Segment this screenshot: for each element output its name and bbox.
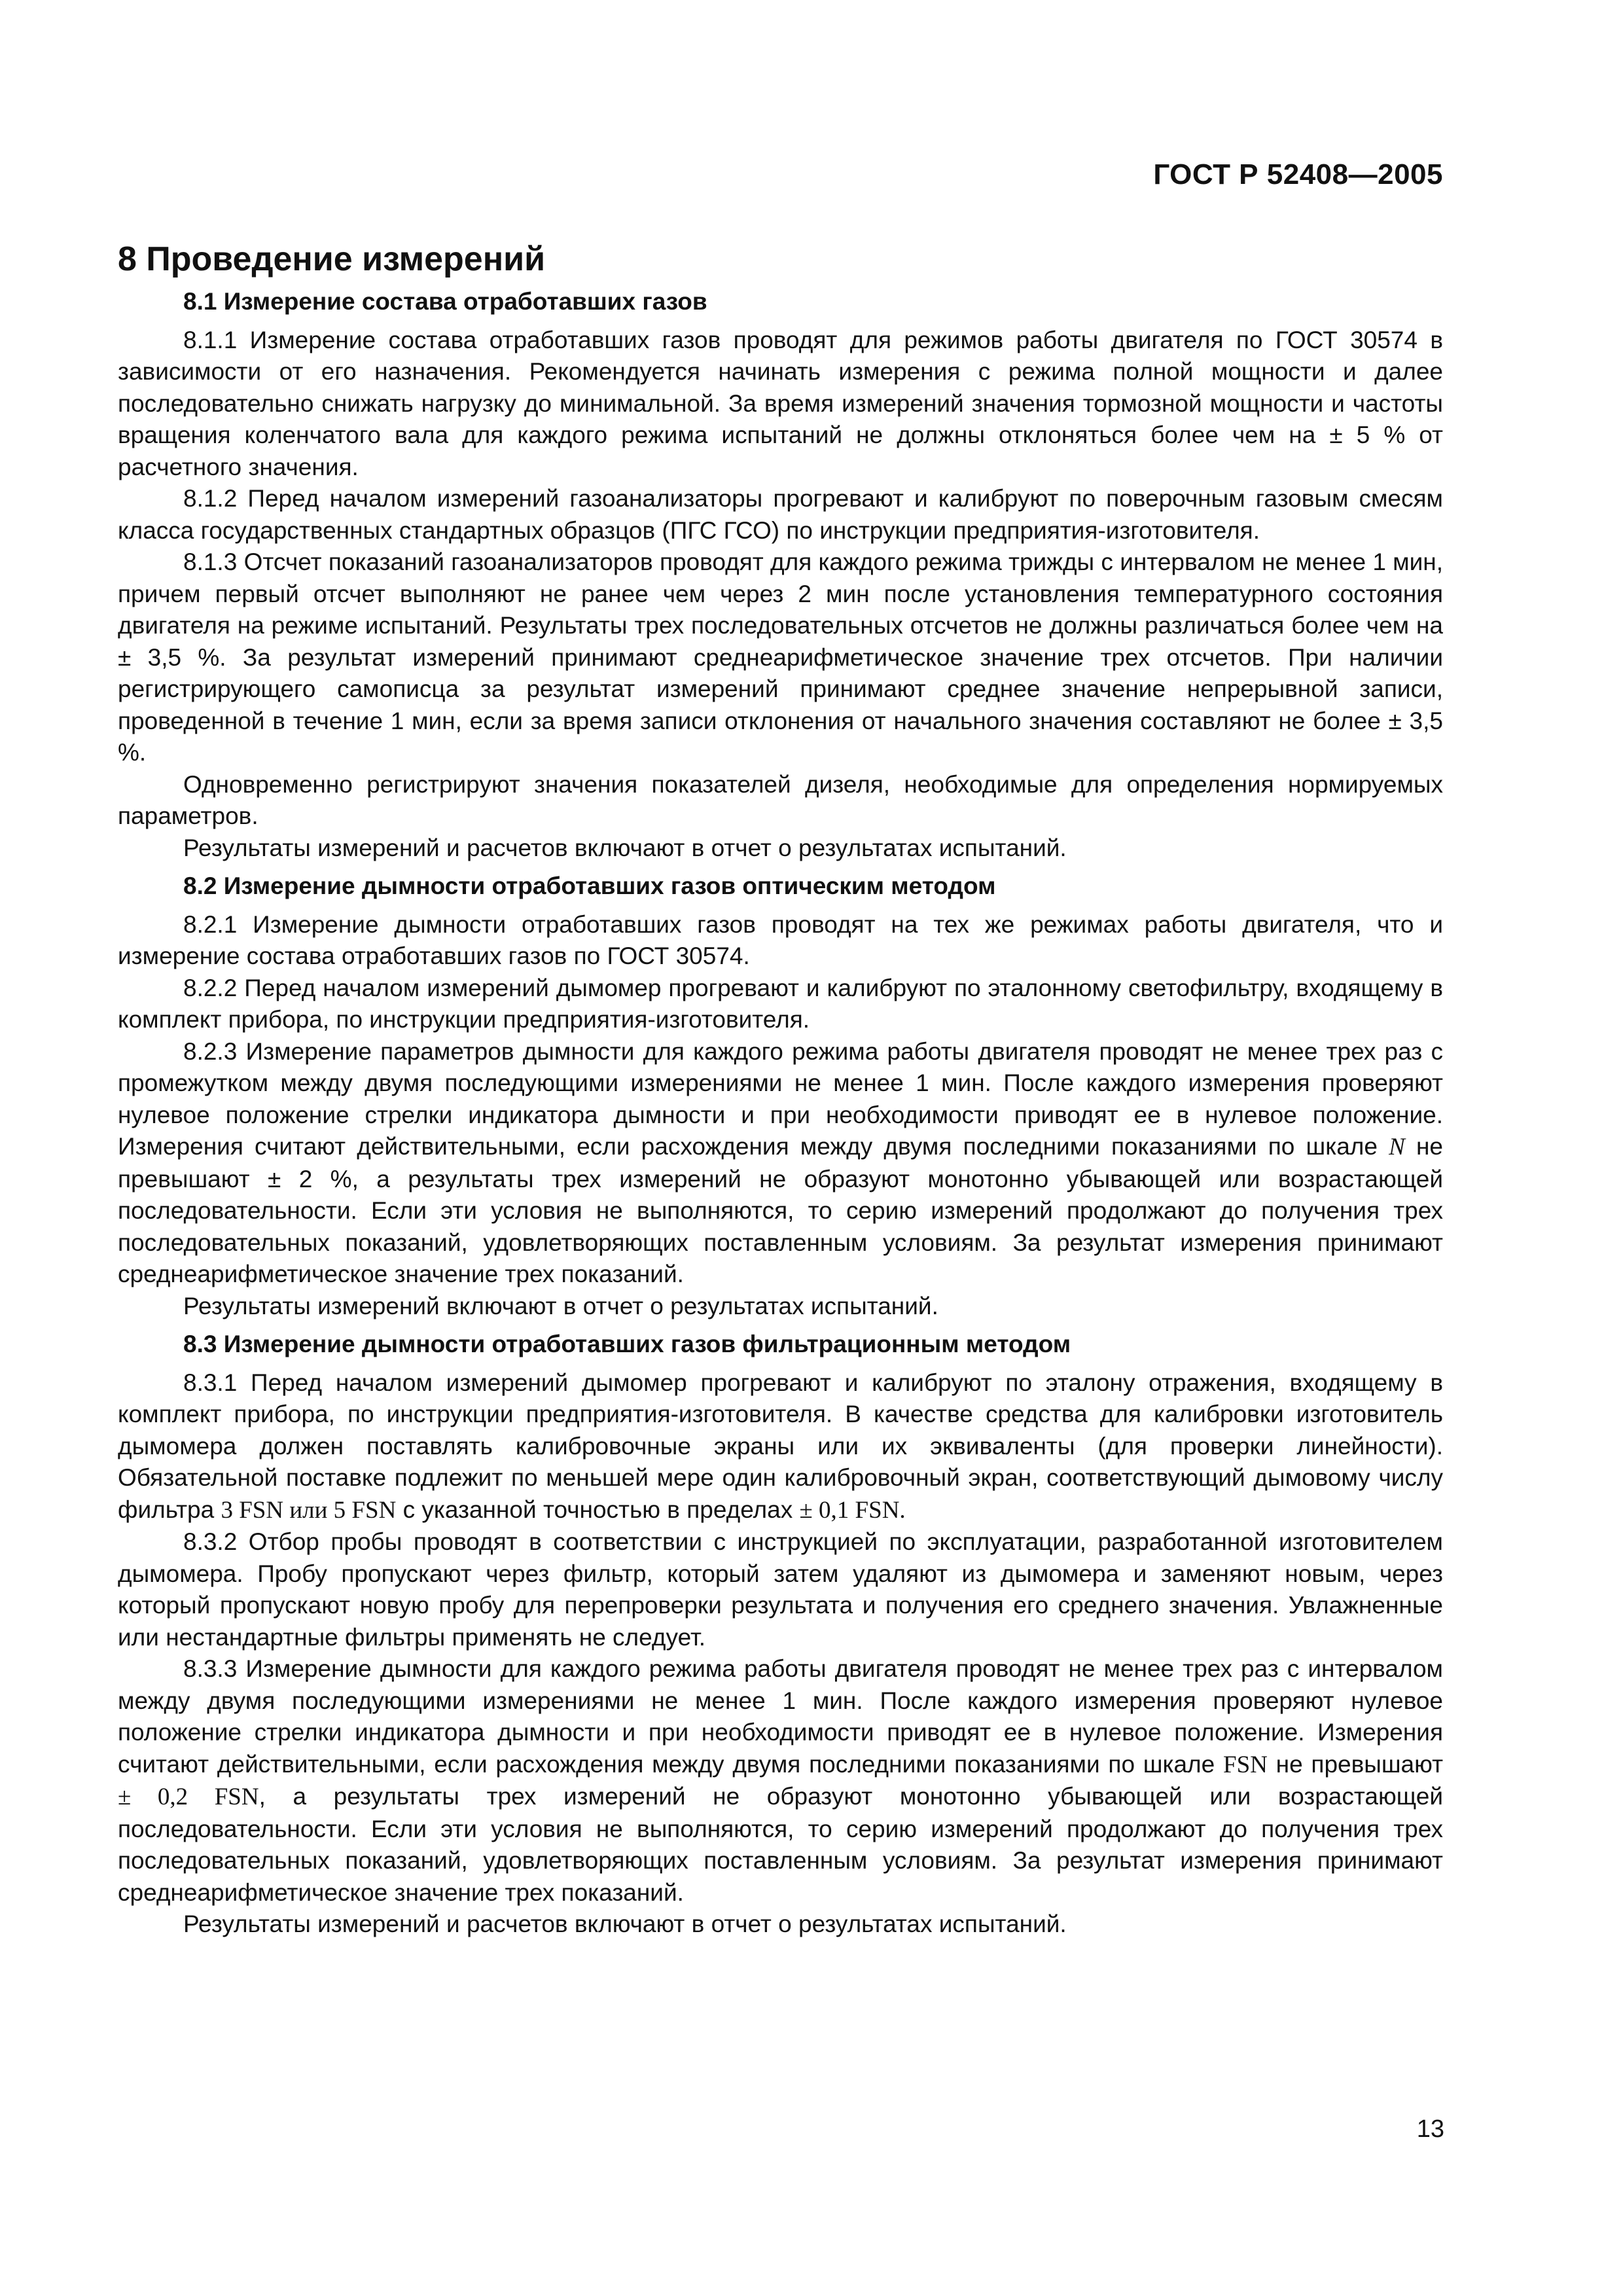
paragraph-8-3-3-part3: , а результаты трех измерений не образуют монотонно убывающей или возрастающей последовательности. Если эти условия не выполняются, то серию измерений продолжают до получения трех последовательных показаний, удовлетворяющих поставленным условиям. За результат измерения принимают среднеарифметическое значение трех показаний.: [118, 1783, 1443, 1906]
paragraph-8-1-3: 8.1.3 Отсчет показаний газоанализаторов проводят для каждого режима трижды с интервалом не менее 1 мин, причем первый отсчет выполняют не ранее чем через 2 мин после установления температурного состояния двигателя на режиме испытаний. Результаты трех последовательных отсчетов не должны различаться более чем на ± 3,5 %. За результат измерений принимают среднеарифметическое значение трех отсчетов. При наличии регистрирующего самописца за результат измерений принимают среднее значение непрерывной записи, проведенной в течение 1 мин, если за время записи отклонения от начального значения составляют не более ± 3,5 %.: [118, 548, 1443, 766]
paragraph-8-2-3-part2: не превышают ± 2 %, а результаты трех измерений не образуют монотонно убывающей или возрастающей последовательности. Если эти условия не выполняются, то серию измерений продолжают до получения трех последовательных показаний, удовлетворяющих поставленным условиям. За результат измерения принимают среднеарифметическое значение трех показаний.: [118, 1133, 1443, 1288]
paragraph-8-3-closing: Результаты измерений и расчетов включают в отчет о результатах испытаний.: [183, 1910, 1067, 1938]
paragraph-8-2-3: [118, 1036, 1443, 1291]
paragraph-8-3-3-part1: 8.3.3 Измерение дымности для каждого режима работы двигателя проводят не менее трех раз с интервалом между двумя последующими измерениями не менее 1 мин. После каждого измерения проверяют нулевое положение стрелки индикатора дымности и при необходимости приводят ее в нулевое положение. Измерения считают действительными, если расхождения между двумя последними показаниями по шкале: [118, 1655, 1443, 1778]
paragraph-8-3-2: 8.3.2 Отбор пробы проводят в соответствии с инструкцией по эксплуатации, разработанной изготовителем дымомера. Пробу пропускают через фильтр, который затем удаляют из дымомера и заменяют новым, через который пропускают новую пробу для перепроверки результата и получения его среднего значения. Увлажненные или нестандартные фильтры применять не следует.: [118, 1528, 1443, 1651]
paragraph-8-3-1: [118, 1367, 1443, 1527]
paragraph-8-2-closing: Результаты измерений включают в отчет о результатах испытаний.: [183, 1292, 938, 1319]
subsection-title-8-1: 8.1 Измерение состава отработавших газов: [183, 288, 707, 315]
subsection-title-8-2: 8.2 Измерение дымности отработавших газов оптическим методом: [183, 872, 996, 900]
paragraph-8-1-1: 8.1.1 Измерение состава отработавших газов проводят для режимов работы двигателя по ГОСТ 30574 в зависимости от его назначения. Рекомендуется начинать измерения с режима полной мощности и далее последовательно снижать нагрузку до минимальной. За время измерений значения тормозной мощности и частоты вращения коленчатого вала для каждого режима испытаний не должны отклоняться более чем на ± 5 % от расчетного значения.: [118, 326, 1443, 480]
paragraph-8-3-1-text: 8.3.1 Перед началом измерений дымомер прогревают и калибруют по эталону отражения, входящему в комплект прибора, по инструкции предприятия-изготовителя. В качестве средства для калибровки изготовитель дымомера должен поставлять калибровочные экраны или их эквиваленты (для проверки линейности). Обязательной поставке подлежит по меньшей мере один калибровочный экран, соответствующий дымовому числу фильтра: [118, 1369, 1443, 1523]
subsection-title-8-3: 8.3 Измерение дымности отработавших газов фильтрационным методом: [183, 1331, 1071, 1358]
scale-symbol-n: N: [1389, 1134, 1405, 1161]
paragraph-8-3-1-mid: с указанной точностью в пределах: [396, 1496, 800, 1523]
fsn-limit: ± 0,2 FSN: [118, 1784, 259, 1811]
fsn-scale: FSN: [1223, 1751, 1268, 1778]
fsn-tolerance: ± 0,1 FSN.: [799, 1496, 906, 1524]
document-body: [118, 239, 1443, 1941]
section-title: 8 Проведение измерений: [118, 240, 546, 278]
fsn-expression: 3 FSN или 5 FSN: [221, 1496, 397, 1524]
paragraph-8-1-closing: Результаты измерений и расчетов включают в отчет о результатах испытаний.: [183, 834, 1067, 861]
page-number: 13: [1416, 2115, 1444, 2143]
paragraph-8-2-1: 8.2.1 Измерение дымности отработавших газов проводят на тех же режимах работы двигателя, что и измерение состава отработавших газов по ГОСТ 30574.: [118, 910, 1443, 970]
paragraph-8-3-3-part2: не превышают: [1267, 1750, 1444, 1778]
document-header: ГОСТ Р 52408—2005: [1153, 158, 1443, 190]
paragraph-8-3-3: [118, 1653, 1443, 1909]
paragraph-8-1-2: 8.1.2 Перед началом измерений газоанализаторы прогревают и калибруют по поверочным газовым смесям класса государственных стандартных образцов (ПГС ГСО) по инструкции предприятия-изготовителя.: [118, 485, 1443, 544]
paragraph-8-2-2: 8.2.2 Перед началом измерений дымомер прогревают и калибруют по эталонному светофильтру, входящему в комплект прибора, по инструкции предприятия-изготовителя.: [118, 974, 1443, 1033]
paragraph-8-1-note: Одновременно регистрируют значения показателей дизеля, необходимые для определения нормируемых параметров.: [118, 770, 1443, 830]
paragraph-8-2-3-part1: 8.2.3 Измерение параметров дымности для каждого режима работы двигателя проводят не менее трех раз с промежутком между двумя последующими измерениями не менее 1 мин. После каждого измерения проверяют нулевое положение стрелки индикатора дымности и при необходимости приводят ее в нулевое положение. Измерения считают действительными, если расхождения между двумя последними показаниями по шкале: [118, 1037, 1443, 1160]
